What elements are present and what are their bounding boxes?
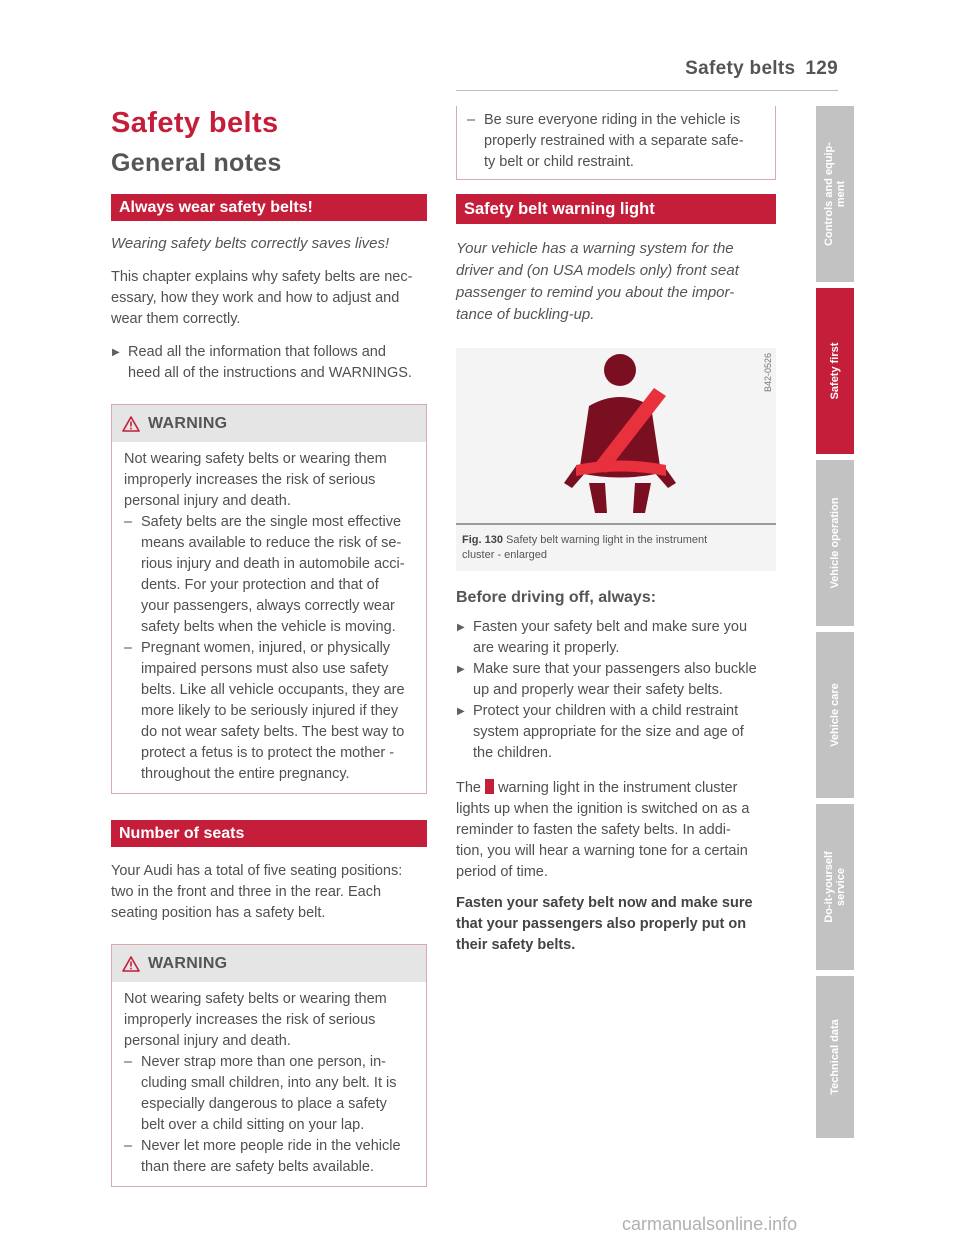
- side-tab-technical-data[interactable]: [816, 976, 854, 1138]
- caption-line: cluster - enlarged: [462, 549, 547, 561]
- left-column: [111, 106, 427, 1187]
- line: safety belts when the vehicle is moving.: [141, 619, 396, 635]
- before-driving-heading: Before driving off, always:: [456, 589, 657, 606]
- side-tab-controls[interactable]: [816, 106, 854, 282]
- dash-mark: –: [124, 1054, 133, 1070]
- figure-label: Fig. 130: [462, 534, 503, 546]
- side-tab-label: Vehicle operation: [829, 497, 841, 589]
- header-rule: [456, 90, 838, 91]
- line: essary, how they work and how to adjust and: [111, 290, 400, 306]
- warning-paragraph: [124, 449, 414, 512]
- side-tab-label: Safety first: [829, 342, 841, 400]
- line: Fasten your safety belt now and make sure: [456, 895, 753, 911]
- line: driver and (on USA models only) front seat: [456, 262, 739, 279]
- line: personal injury and death.: [124, 1033, 291, 1049]
- line: are wearing it properly.: [473, 640, 620, 656]
- line: protect a fetus is to protect the mother -: [141, 745, 395, 761]
- line: than there are safety belts available.: [141, 1159, 374, 1175]
- warning-paragraph: [124, 989, 414, 1052]
- chapter-title: Safety belts: [111, 107, 279, 139]
- line: do not wear safety belts. The best way to: [141, 724, 405, 740]
- warning-body: [112, 982, 426, 1186]
- line: period of time.: [456, 864, 548, 880]
- bullet-read-info: [111, 342, 427, 384]
- dash-mark: –: [467, 112, 476, 128]
- line: belt over a child sitting on your lap.: [141, 1117, 365, 1133]
- warning-box-1: [111, 404, 427, 794]
- line: seating position has a safety belt.: [111, 905, 326, 921]
- intro-text: Wearing safety belts correctly saves lives!: [111, 235, 390, 252]
- line: Never strap more than one person, in-: [141, 1054, 387, 1070]
- warning-item-2: [124, 1136, 414, 1178]
- line: tion, you will hear a warning tone for a certain: [456, 843, 748, 859]
- side-tab-do-it-yourself[interactable]: [816, 804, 854, 970]
- bullet-arrow-icon: ▶: [457, 664, 465, 675]
- figure-code: B42-0526: [763, 353, 773, 393]
- line: Your Audi has a total of five seating positions:: [111, 863, 403, 879]
- dash-mark: –: [124, 640, 133, 656]
- line: up and properly wear their safety belts.: [473, 682, 723, 698]
- warning-continuation-box: [456, 106, 776, 180]
- bullet-item: [456, 701, 776, 764]
- line: Not wearing safety belts or wearing them: [124, 451, 387, 467]
- line: your passengers, always correctly wear: [141, 598, 395, 614]
- line: system appropriate for the size and age of: [473, 724, 744, 740]
- line: means available to reduce the risk of se-: [141, 535, 402, 551]
- caption-line: Safety belt warning light in the instrument: [506, 534, 708, 546]
- line: wear them correctly.: [111, 311, 241, 327]
- warning-item-1: [124, 1052, 414, 1136]
- line: more likely to be seriously injured if they: [141, 703, 399, 719]
- line: two in the front and three in the rear. Each: [111, 884, 382, 900]
- seatbelt-warning-light-icon: [485, 779, 494, 794]
- line: their safety belts.: [456, 937, 576, 953]
- line: Make sure that your passengers also buckle: [473, 661, 757, 677]
- line: ty belt or child restraint.: [484, 154, 634, 170]
- line: Never let more people ride in the vehicle: [141, 1138, 401, 1154]
- line: lights up when the ignition is switched on as a: [456, 801, 750, 817]
- line: Safety belts are the single most effective: [141, 514, 402, 530]
- seatbelt-warning-icon: [456, 348, 776, 523]
- running-head: [685, 58, 838, 80]
- warning-triangle-icon: [122, 956, 140, 972]
- warning-body: [112, 442, 426, 793]
- side-tab-vehicle-operation[interactable]: [816, 460, 854, 626]
- section-bar-number-of-seats: Number of seats: [111, 820, 427, 847]
- bullet-item: [456, 659, 776, 701]
- side-tab-label: Technical data: [829, 1019, 841, 1095]
- line: reminder to fasten the safety belts. In addi-: [456, 822, 731, 838]
- emphasis-paragraph: [456, 893, 776, 956]
- warning-box-2: [111, 944, 427, 1187]
- bullet-arrow-icon: ▶: [457, 706, 465, 717]
- line: passenger to remind you about the impor-: [456, 284, 735, 301]
- paragraph-chapter-explains: [111, 267, 427, 330]
- text: The: [456, 780, 481, 796]
- page-number: 129: [805, 58, 838, 79]
- running-head-section: Safety belts: [685, 58, 796, 79]
- line: Read all the information that follows and: [128, 344, 386, 360]
- line: Your vehicle has a warning system for the: [456, 240, 734, 257]
- paragraph-seats: [111, 861, 427, 924]
- intro-text: [456, 238, 776, 326]
- line: the children.: [473, 745, 552, 761]
- line: impaired persons must also use safety: [141, 661, 389, 677]
- side-tab-label: Vehicle care: [829, 683, 841, 747]
- dash-mark: –: [124, 1138, 133, 1154]
- side-tab-label: Do-it-yourself service: [823, 851, 847, 923]
- side-tab-vehicle-care[interactable]: [816, 632, 854, 798]
- side-tab-label: Controls and equip- ment: [823, 142, 847, 246]
- line: Fasten your safety belt and make sure you: [473, 619, 748, 635]
- line: Protect your children with a child restraint: [473, 703, 739, 719]
- line: properly restrained with a separate safe-: [484, 133, 744, 149]
- line: that your passengers also properly put on: [456, 916, 747, 932]
- warning-header: [112, 945, 426, 982]
- line: Be sure everyone riding in the vehicle is: [484, 112, 741, 128]
- section-title: General notes: [111, 149, 282, 177]
- line: cluding small children, into any belt. It is: [141, 1075, 397, 1091]
- section-bar-warning-light: Safety belt warning light: [456, 194, 776, 224]
- line: improperly increases the risk of serious: [124, 472, 376, 488]
- line: dents. For your protection and that of: [141, 577, 379, 593]
- section-bar-always-wear: Always wear safety belts!: [111, 194, 427, 221]
- line: belts. Like all vehicle occupants, they are: [141, 682, 405, 698]
- figure-image: [456, 348, 776, 525]
- figure: [456, 348, 776, 571]
- warning-title: WARNING: [148, 954, 228, 972]
- line: throughout the entire pregnancy.: [141, 766, 350, 782]
- line: personal injury and death.: [124, 493, 291, 509]
- warning-title: WARNING: [148, 414, 228, 432]
- text: warning light in the instrument cluster: [498, 780, 738, 796]
- warning-item-continued: [467, 110, 765, 173]
- bullet-arrow-icon: ▶: [112, 347, 120, 358]
- watermark-text: carmanualsonline.info: [622, 1214, 798, 1234]
- line: heed all of the instructions and WARNINGS.: [128, 365, 412, 381]
- paragraph-warning-light: [456, 778, 776, 883]
- warning-header: [112, 405, 426, 442]
- right-column: [456, 106, 776, 956]
- bullet-item: [456, 617, 776, 659]
- figure-caption: [456, 525, 776, 571]
- line: improperly increases the risk of serious: [124, 1012, 376, 1028]
- line: Pregnant women, injured, or physically: [141, 640, 391, 656]
- line: This chapter explains why safety belts are nec-: [111, 269, 413, 285]
- line: especially dangerous to place a safety: [141, 1096, 387, 1112]
- bullet-arrow-icon: ▶: [457, 622, 465, 633]
- warning-item-1: [124, 512, 414, 638]
- warning-item-2: [124, 638, 414, 785]
- warning-triangle-icon: [122, 416, 140, 432]
- line: Not wearing safety belts or wearing them: [124, 991, 387, 1007]
- line: rious injury and death in automobile acci-: [141, 556, 405, 572]
- line: tance of buckling-up.: [456, 306, 595, 323]
- dash-mark: –: [124, 514, 133, 530]
- side-tab-safety-first[interactable]: [816, 288, 854, 454]
